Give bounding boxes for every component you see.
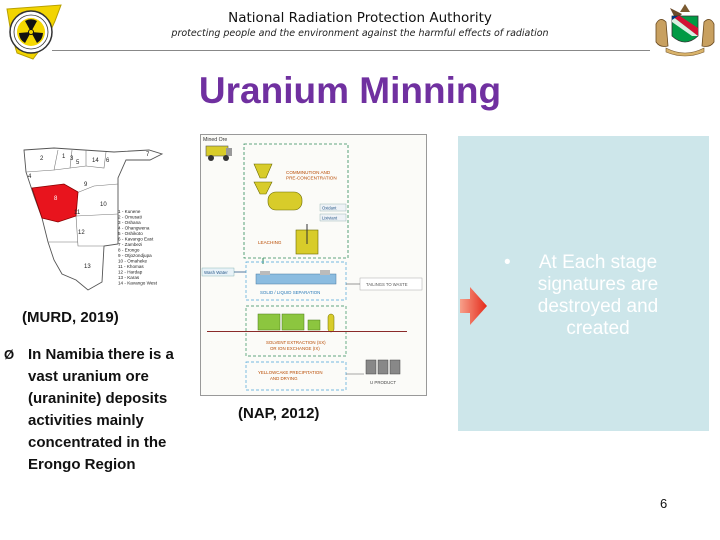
map-region-number: 1 [62,154,66,160]
map-region-number: 12 [78,230,85,236]
map-legend-item: 6 - Kavango East [118,236,154,242]
map-legend-item: 13 - Karas [118,275,140,280]
map-legend-item: 4 - Ohangwena [118,225,150,231]
namibia-deposits-bullet [4,344,213,476]
uranium-process-diagram [200,134,427,396]
namibia-regions-map [14,138,168,296]
header-divider [52,50,650,51]
slide-title: Uranium Minning [198,70,502,111]
label-mined-ore: Mined Ore [203,137,228,143]
map-region-number: 6 [106,158,110,164]
map-region-number: 2 [40,156,44,162]
stage-info-box [458,136,709,431]
pointer-arrow-icon [460,285,488,327]
map-legend-item: 1 - Kunene [118,209,141,214]
diagram-citation: (NAP, 2012) [238,405,320,422]
label-leaching: LEACHING [258,240,282,245]
label-ion-exchange: OR ION EXCHANGE (IX) [270,346,320,351]
highlight-line [207,331,407,332]
namibia-coat-of-arms [652,2,718,58]
map-legend-item: 7 - Zambezi [118,242,143,247]
info-line: created [566,318,630,339]
map-legend-item: 3 - Oshana [118,220,141,225]
map-legend-item: 8 - Erongo [118,247,140,253]
map-legend-item: 12 - Hardap [118,269,143,275]
map-region-number: 11 [74,210,81,216]
info-line: At Each stage [538,252,658,273]
label-u-product: U PRODUCT [370,380,397,385]
map-citation: (MURD, 2019) [22,309,119,326]
label-oxidant: Oxidant [322,205,337,211]
bullet-marker: Ø [4,347,15,362]
map-legend-item: 11 - Khomas [118,264,144,269]
label-pre-concentration: PRE-CONCENTRATION [286,175,337,181]
map-region-number: 3 [70,156,74,162]
bullet-line: In Namibia there is a [28,346,174,363]
map-region-number: 9 [84,182,88,188]
info-bullet: • [504,252,511,273]
map-legend-item: 10 - Omaheke [118,258,148,264]
label-solid-liquid: SOLID / LIQUID SEPARATION [260,290,321,295]
product-drums-icon [366,360,400,374]
info-line: destroyed and [537,296,659,317]
bullet-line: Erongo Region [28,456,136,473]
label-solvent-extraction: SOLVENT EXTRACTION (SX) [266,340,326,345]
info-text [498,252,698,340]
map-region-number: 10 [100,202,107,208]
map-legend-item: 9 - Otjozondjupa [118,253,152,258]
organization-tagline: protecting people and the environment against the harmful effects of radiation [171,28,549,39]
map-region-number: 5 [76,160,80,166]
bullet-line: concentrated in the [28,434,167,451]
bullet-line: vast uranium ore [28,368,149,385]
label-tailings: TAILINGS TO WASTE [366,282,408,287]
info-line: signatures are [537,274,659,295]
nrpa-logo [3,3,65,61]
map-region-number: 13 [84,264,91,270]
page-number: 6 [660,496,668,511]
label-wash-water: Wash Water [204,270,228,275]
map-region-number: 7 [146,152,150,158]
label-lixiviant: Lixiviant [322,215,338,221]
map-region-number: 4 [28,174,32,180]
bullet-line: (uraninite) deposits [28,390,168,407]
label-drying: AND DRYING [270,376,298,381]
map-region-number: 8 [54,196,58,202]
map-region-number: 14 [92,158,99,164]
map-legend-item: 14 - Kavango West [118,280,157,286]
organization-name: National Radiation Protection Authority [228,10,492,26]
bullet-line: activities mainly [28,412,144,429]
label-yellowcake: YELLOWCAKE PRECIPITATION [258,370,323,375]
label-comminution: COMMINUTION AND [286,170,331,175]
map-legend-item: 2 - Omusati [118,214,142,220]
map-legend-item: 5 - Oshikoto [118,231,143,236]
